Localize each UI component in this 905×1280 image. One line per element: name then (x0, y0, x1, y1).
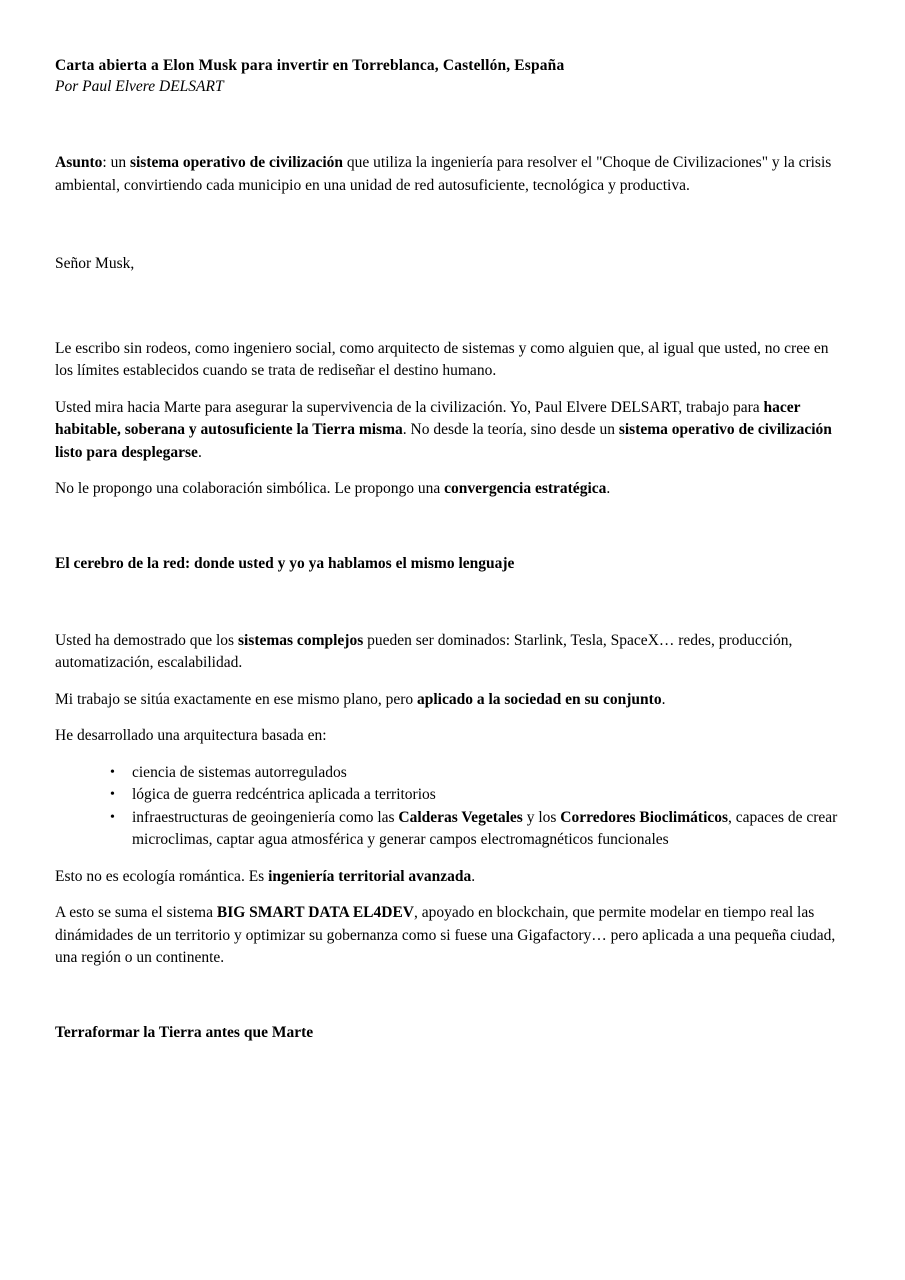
paragraph-2-part-1: Usted mira hacia Marte para asegurar la supervivencia de la civilización. Yo, Paul Elvere DELSART, trabajo para (55, 398, 764, 416)
paragraph-2-bold-2: sistema operativo de civilización listo para desplegarse (55, 421, 832, 461)
paragraph-2-part-2: . No desde la teoría, sino desde un (402, 421, 619, 438)
document-byline: Por Paul Elvere DELSART (55, 78, 224, 95)
paragraph-4-bold-1: sistemas complejos (237, 631, 364, 649)
paragraph-2 (55, 397, 838, 465)
subject-rest: que utiliza la ingeniería para resolver el "Choque de Civilizaciones" y la crisis ambiental, convirtiendo cada municipio en una unidad de red autosuficiente, tecnológica y productiva. (55, 154, 832, 194)
paragraph-4-part-2: pueden ser dominados: Starlink, Tesla, SpaceX… redes, producción, automatización, escalabilidad. (55, 631, 793, 671)
spacer (55, 970, 838, 1022)
paragraph-5 (55, 689, 838, 712)
paragraph-2-part-3: . (197, 443, 202, 461)
paragraph-3 (55, 478, 838, 501)
list-item-bold-1: Calderas Vegetales (398, 808, 523, 826)
spacer (55, 852, 838, 866)
paragraph-8-part-2: , apoyado en blockchain, que permite modelar en tiempo real las dinámidades de un territorio y optimizar su gobernanza como si fuese una Gigafactory… pero aplicada a una pequeña ciudad, una región o un continente. (55, 904, 836, 966)
paragraph-6: He desarrollado una arquitectura basada en: (55, 727, 327, 744)
paragraph-7-part-2: . (471, 867, 476, 885)
section-heading-2: Terraformar la Tierra antes que Marte (55, 1023, 314, 1041)
list-item-part-3: , capaces de crear microclimas, captar agua atmosférica y generar campos electromagnéticos funcionales (132, 808, 838, 848)
section-heading-1: El cerebro de la red: donde usted y yo ya hablamos el mismo lenguaje (55, 554, 515, 572)
paragraph-5-part-2: . (661, 690, 666, 708)
paragraph-5-bold-1: aplicado a la sociedad en su conjunto (416, 690, 662, 708)
list-item-part-1: infraestructuras de geoingeniería como las (132, 808, 399, 826)
paragraph-8 (55, 902, 838, 970)
paragraph-5-part-1: Mi trabajo se sitúa exactamente en ese mismo plano, pero (55, 690, 417, 708)
paragraph-8-bold-1: BIG SMART DATA EL4DEV (216, 904, 414, 921)
paragraph-8-part-1: A esto se suma el sistema (55, 904, 217, 921)
paragraph-4 (55, 630, 838, 675)
subject-label: Asunto (55, 154, 103, 171)
list-item (110, 762, 838, 785)
list-item-text: lógica de guerra redcéntrica aplicada a territorios (132, 786, 436, 803)
paragraph-7 (55, 866, 838, 889)
list-item-text: ciencia de sistemas autorregulados (132, 763, 347, 781)
paragraph-7-bold-1: ingeniería territorial avanzada (268, 867, 472, 885)
spacer (55, 748, 838, 762)
spacer (55, 711, 838, 725)
list-item-part-2: y los (522, 808, 561, 826)
spacer (55, 197, 838, 253)
paragraph-1: Le escribo sin rodeos, como ingeniero social, como arquitecto de sistemas y como alguien que, al igual que usted, no cree en los límites establecidos cuando se trata de rediseñar el destino humano. (55, 339, 829, 379)
list-item-bold-2: Corredores Bioclimáticos (560, 808, 729, 826)
spacer (55, 97, 838, 152)
spacer (55, 888, 838, 902)
subject-separator: : un (102, 154, 130, 171)
paragraph-4-part-1: Usted ha demostrado que los (55, 631, 238, 649)
subject-paragraph (55, 152, 838, 197)
subject-bold-term: sistema operativo de civilización (129, 154, 344, 171)
salutation: Señor Musk, (55, 255, 135, 272)
paragraph-3-part-1: No le propongo una colaboración simbólica. Le propongo una (55, 480, 445, 497)
spacer (55, 276, 838, 338)
paragraph-2-bold-1: hacer habitable, soberana y autosuficiente la Tierra misma (55, 398, 801, 438)
list-item (110, 807, 838, 852)
paragraph-3-bold-1: convergencia estratégica (444, 480, 607, 497)
architecture-list (55, 762, 838, 852)
spacer (55, 464, 838, 478)
paragraph-3-part-2: . (606, 480, 611, 497)
paragraph-7-part-1: Esto no es ecología romántica. Es (55, 867, 269, 885)
list-item (110, 784, 838, 807)
spacer (55, 675, 838, 689)
page-title: Carta abierta a Elon Musk para invertir en Torreblanca, Castellón, España (55, 57, 565, 74)
spacer (55, 501, 838, 553)
spacer (55, 383, 838, 397)
spacer (55, 575, 838, 630)
